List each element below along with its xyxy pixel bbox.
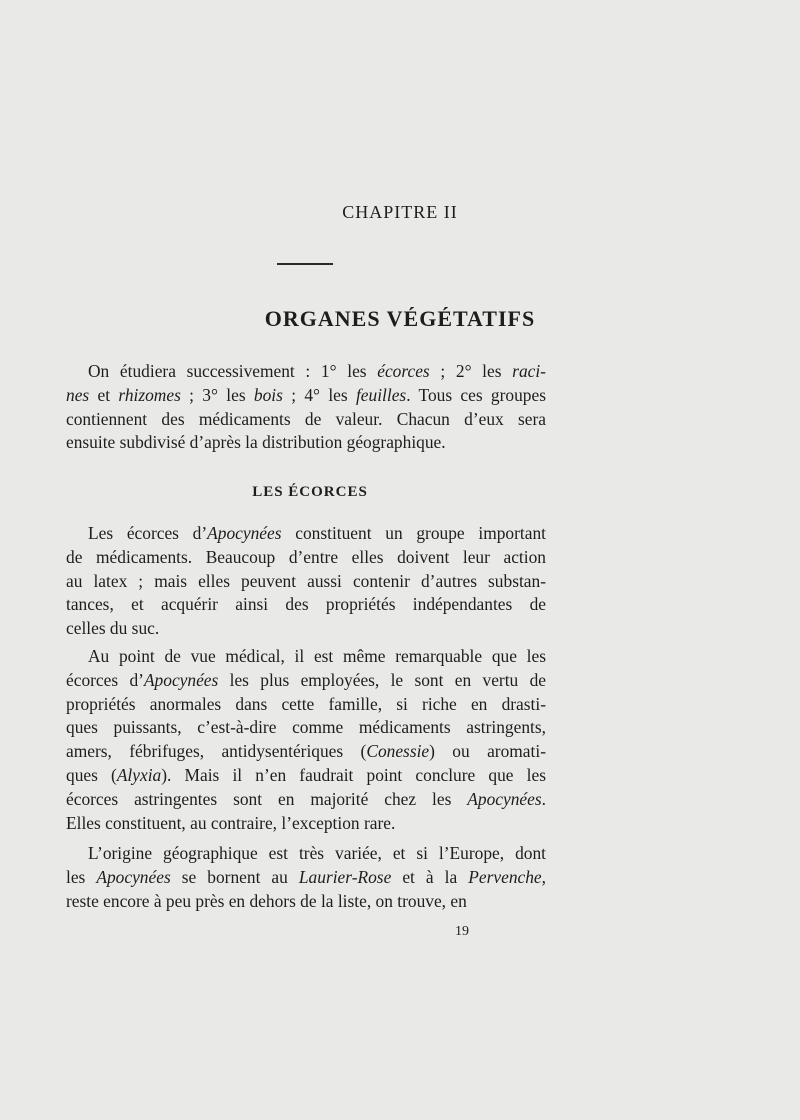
italic-term: Laurier-Rose	[298, 866, 392, 887]
text-line: contiennent des médicaments de valeur. Chacun d’eux sera	[66, 408, 546, 429]
italic-term: Apocynées	[467, 788, 542, 809]
italic-term: Apocynées	[207, 523, 282, 543]
italic-term: bois	[253, 384, 283, 405]
italic-term: Apocynées	[96, 866, 171, 887]
text-line: ensuite subdivisé d’après la distribution géographique.	[66, 432, 446, 453]
text-line: écorces astringentes sont en majorité chez les Apocynées.	[66, 788, 546, 809]
paragraph-medical	[66, 645, 546, 835]
text-line: au latex ; mais elles peuvent aussi contenir d’autres substan-	[66, 570, 546, 591]
italic-term: nes	[66, 384, 90, 405]
chapter-heading: CHAPITRE II	[342, 202, 458, 222]
italic-term: écorces	[377, 361, 430, 381]
text-line: les Apocynées se bornent au Laurier-Rose et à la Pervenche,	[66, 866, 547, 887]
paragraph-intro	[66, 360, 546, 455]
text-line: ques (Alyxia). Mais il n’en faudrait point conclure que les	[66, 764, 546, 785]
italic-term: Apocynées	[143, 669, 219, 690]
italic-term: rhizomes	[118, 384, 181, 405]
text-line: Les écorces d’Apocynées constituent un groupe important	[88, 523, 546, 543]
page-number: 19	[455, 924, 469, 939]
text-line: Elles constituent, au contraire, l’exception rare.	[66, 812, 396, 833]
paragraph-origine	[66, 842, 546, 913]
text-line: amers, fébrifuges, antidysentériques (Conessie) ou aromati-	[66, 741, 546, 762]
italic-term: Alyxia	[116, 764, 162, 785]
text-line: de médicaments. Beaucoup d’entre elles doivent leur action	[66, 546, 546, 567]
text-line: On étudiera successivement : 1° les écorces ; 2° les raci-	[88, 361, 546, 381]
italic-term: feuilles	[355, 384, 407, 405]
text-line: propriétés anormales dans cette famille, si riche en drasti-	[66, 693, 546, 714]
heading-rule	[277, 263, 333, 265]
text-line: ques puissants, c’est-à-dire comme médicaments astringents,	[66, 717, 546, 738]
text-line: nes et rhizomes ; 3° les bois ; 4° les feuilles. Tous ces groupes	[66, 384, 546, 405]
italic-term: Pervenche	[468, 866, 542, 887]
text-line: L’origine géographique est très variée, et si l’Europe, dont	[88, 843, 546, 863]
italic-term: Conessie	[366, 741, 430, 762]
text-line: reste encore à peu près en dehors de la liste, on trouve, en	[66, 890, 467, 911]
text-line: celles du suc.	[66, 618, 160, 639]
section-heading: LES ÉCORCES	[252, 484, 368, 500]
italic-term: raci-	[512, 361, 546, 381]
chapter-title: ORGANES VÉGÉTATIFS	[264, 306, 536, 331]
text-line: Au point de vue médical, il est même remarquable que les	[88, 646, 546, 666]
paragraph-apocynees	[66, 522, 546, 641]
text-line: tances, et acquérir ainsi des propriétés indépendantes de	[66, 594, 546, 615]
text-line: écorces d’Apocynées les plus employées, le sont en vertu de	[66, 669, 546, 690]
